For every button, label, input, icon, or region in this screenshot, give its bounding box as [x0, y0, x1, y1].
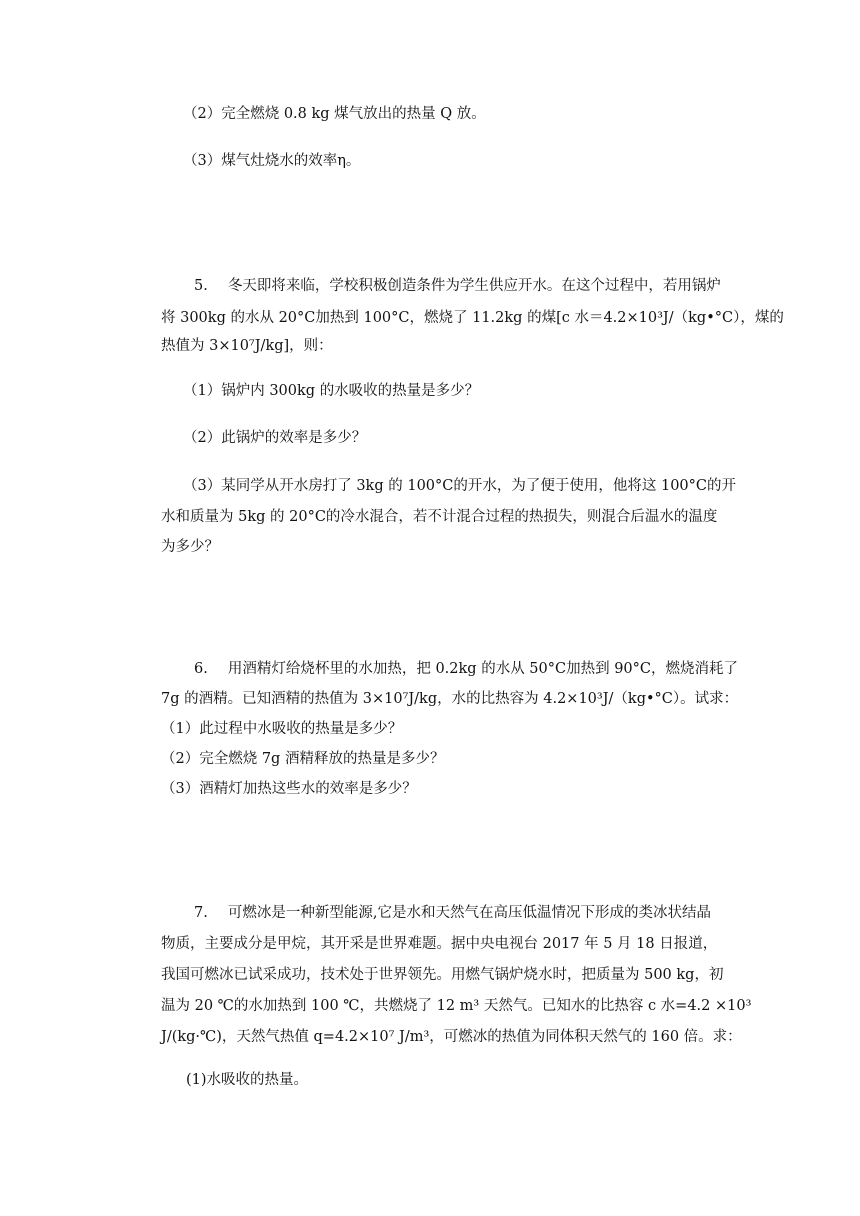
q4-sub2: （2）完全燃烧 0.8 kg 煤气放出的热量 Q 放。 [183, 106, 486, 122]
q7-line3: 我国可燃冰已试采成功，技术处于世界领先。用燃气锅炉烧水时，把质量为 500 kg，初 [161, 967, 724, 983]
q5-line1 [194, 276, 721, 296]
q5-sub3-line3: 为多少？ [161, 539, 219, 555]
q5-sub3-line1: （3）某同学从开水房打了 3kg 的 100°C的开水，为了便于使用，他将这 100°C的开 [183, 478, 736, 494]
q5-text-line1: 冬天即将来临，学校积极创造条件为学生供应开水。在这个过程中，若用锅炉 [227, 278, 721, 294]
q7-sub1: (1)水吸收的热量。 [186, 1072, 309, 1088]
q7-text-line1: 可燃冰是一种新型能源,它是水和天然气在高压低温情况下形成的类冰状结晶 [227, 905, 711, 921]
q5-sub2: （2）此锅炉的效率是多少？ [183, 430, 367, 446]
q6-text-line1: 用酒精灯给烧杯里的水加热，把 0.2kg 的水从 50°C加热到 90°C，燃烧消耗了 [227, 661, 738, 677]
q5-sub3-line2: 水和质量为 5kg 的 20°C的冷水混合，若不计混合过程的热损失，则混合后温水的温度 [161, 509, 718, 525]
q6-sub1: （1）此过程中水吸收的热量是多少？ [161, 721, 403, 737]
q6-line2: 7g 的酒精。已知酒精的热值为 3×10⁷J/kg，水的比热容为 4.2×10³J/（kg•°C）。试求： [161, 691, 739, 707]
q5-number: 5. [194, 278, 208, 294]
q5-line3: 热值为 3×10⁷J/kg]，则： [161, 338, 333, 354]
q6-number: 6. [194, 661, 208, 677]
q5-sub1: （1）锅炉内 300kg 的水吸收的热量是多少？ [183, 383, 480, 399]
q7-line4: 温为 20 ℃的水加热到 100 ℃，共燃烧了 12 m³ 天然气。已知水的比热容 c 水=4.2 ×10³ [161, 998, 752, 1014]
q7-number: 7. [194, 905, 208, 921]
q7-line1 [194, 903, 711, 923]
q5-line2: 将 300kg 的水从 20°C加热到 100°C，燃烧了 11.2kg 的煤[c 水＝4.2×10³J/（kg•°C），煤的 [161, 310, 784, 326]
q7-line2: 物质，主要成分是甲烷，其开采是世界难题。据中央电视台 2017 年 5 月 18 日报道， [161, 936, 718, 952]
q4-sub3: （3）煤气灶烧水的效率η。 [183, 153, 361, 169]
q7-line5: J/(kg·℃)，天然气热值 q=4.2×10⁷ J/m³，可燃冰的热值为同体积天然气的 160 倍。求： [161, 1029, 742, 1045]
q6-sub2: （2）完全燃烧 7g 酒精释放的热量是多少？ [161, 751, 445, 767]
q6-sub3: （3）酒精灯加热这些水的效率是多少？ [161, 781, 417, 797]
q6-line1 [194, 659, 738, 679]
